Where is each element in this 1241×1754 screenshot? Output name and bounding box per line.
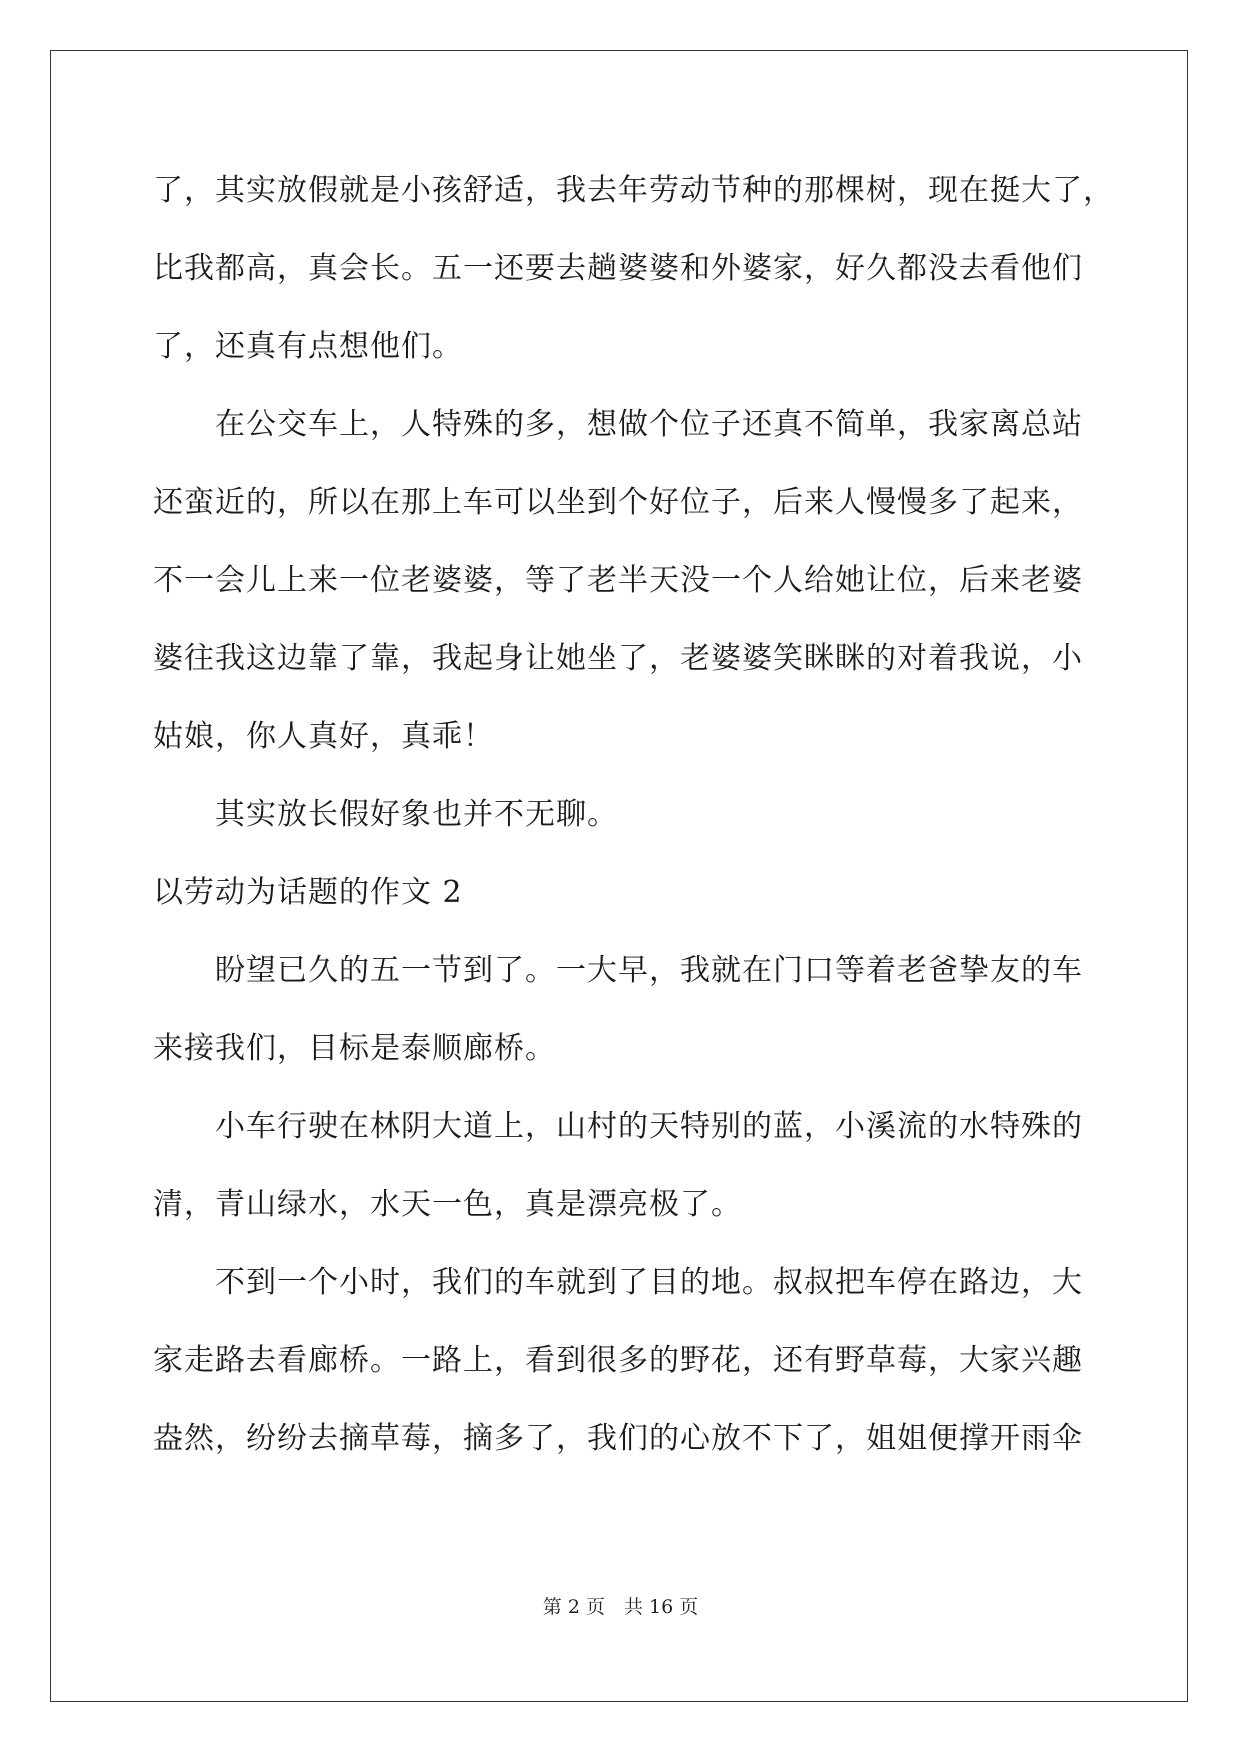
paragraph-4 — [153, 932, 1093, 1088]
text-line: 盎然，纷纷去摘草莓，摘多了，我们的心放不下了，姐姐便撑开雨伞 — [153, 1421, 1083, 1456]
text-line: 在公交车上，人特殊的多，想做个位子还真不简单，我家离总站 — [215, 407, 1083, 442]
text-line: 比我都高，真会长。五一还要去趟婆婆和外婆家，好久都没去看他们 — [153, 251, 1083, 286]
text-line: 还蛮近的，所以在那上车可以坐到个好位子，后来人慢慢多了起来， — [153, 485, 1083, 520]
paragraph-6 — [153, 1244, 1093, 1478]
text-line: 了，还真有点想他们。 — [153, 329, 463, 364]
document-body — [153, 152, 1114, 1478]
text-line: 来接我们，目标是泰顺廊桥。 — [153, 1031, 556, 1066]
paragraph-2 — [153, 386, 1093, 776]
text-line: 家走路去看廊桥。一路上，看到很多的野花，还有野草莓，大家兴趣 — [153, 1343, 1083, 1378]
paragraph-1 — [153, 152, 1114, 386]
text-line: 不到一个小时，我们的车就到了目的地。叔叔把车停在路边，大 — [215, 1265, 1083, 1300]
text-line: 不一会儿上来一位老婆婆，等了老半天没一个人给她让位，后来老婆 — [153, 563, 1083, 598]
text-line: 了，其实放假就是小孩舒适，我去年劳动节种的那棵树，现在挺大了， — [153, 173, 1114, 208]
text-line: 盼望已久的五一节到了。一大早，我就在门口等着老爸挚友的车 — [215, 953, 1083, 988]
text-line: 姑娘，你人真好，真乖！ — [153, 719, 494, 754]
page-number-footer: 第 2 页 共 16 页 — [542, 1596, 699, 1618]
text-line: 清，青山绿水，水天一色，真是漂亮极了。 — [153, 1187, 742, 1222]
paragraph-5 — [153, 1088, 1093, 1244]
text-line: 小车行驶在林阴大道上，山村的天特别的蓝，小溪流的水特殊的 — [215, 1109, 1083, 1144]
text-line: 其实放长假好象也并不无聊。 — [215, 797, 618, 832]
text-line: 婆往我这边靠了靠，我起身让她坐了，老婆婆笑眯眯的对着我说，小 — [153, 641, 1083, 676]
section-heading: 以劳动为话题的作文 2 — [153, 875, 463, 910]
paragraph-3 — [153, 776, 1093, 854]
